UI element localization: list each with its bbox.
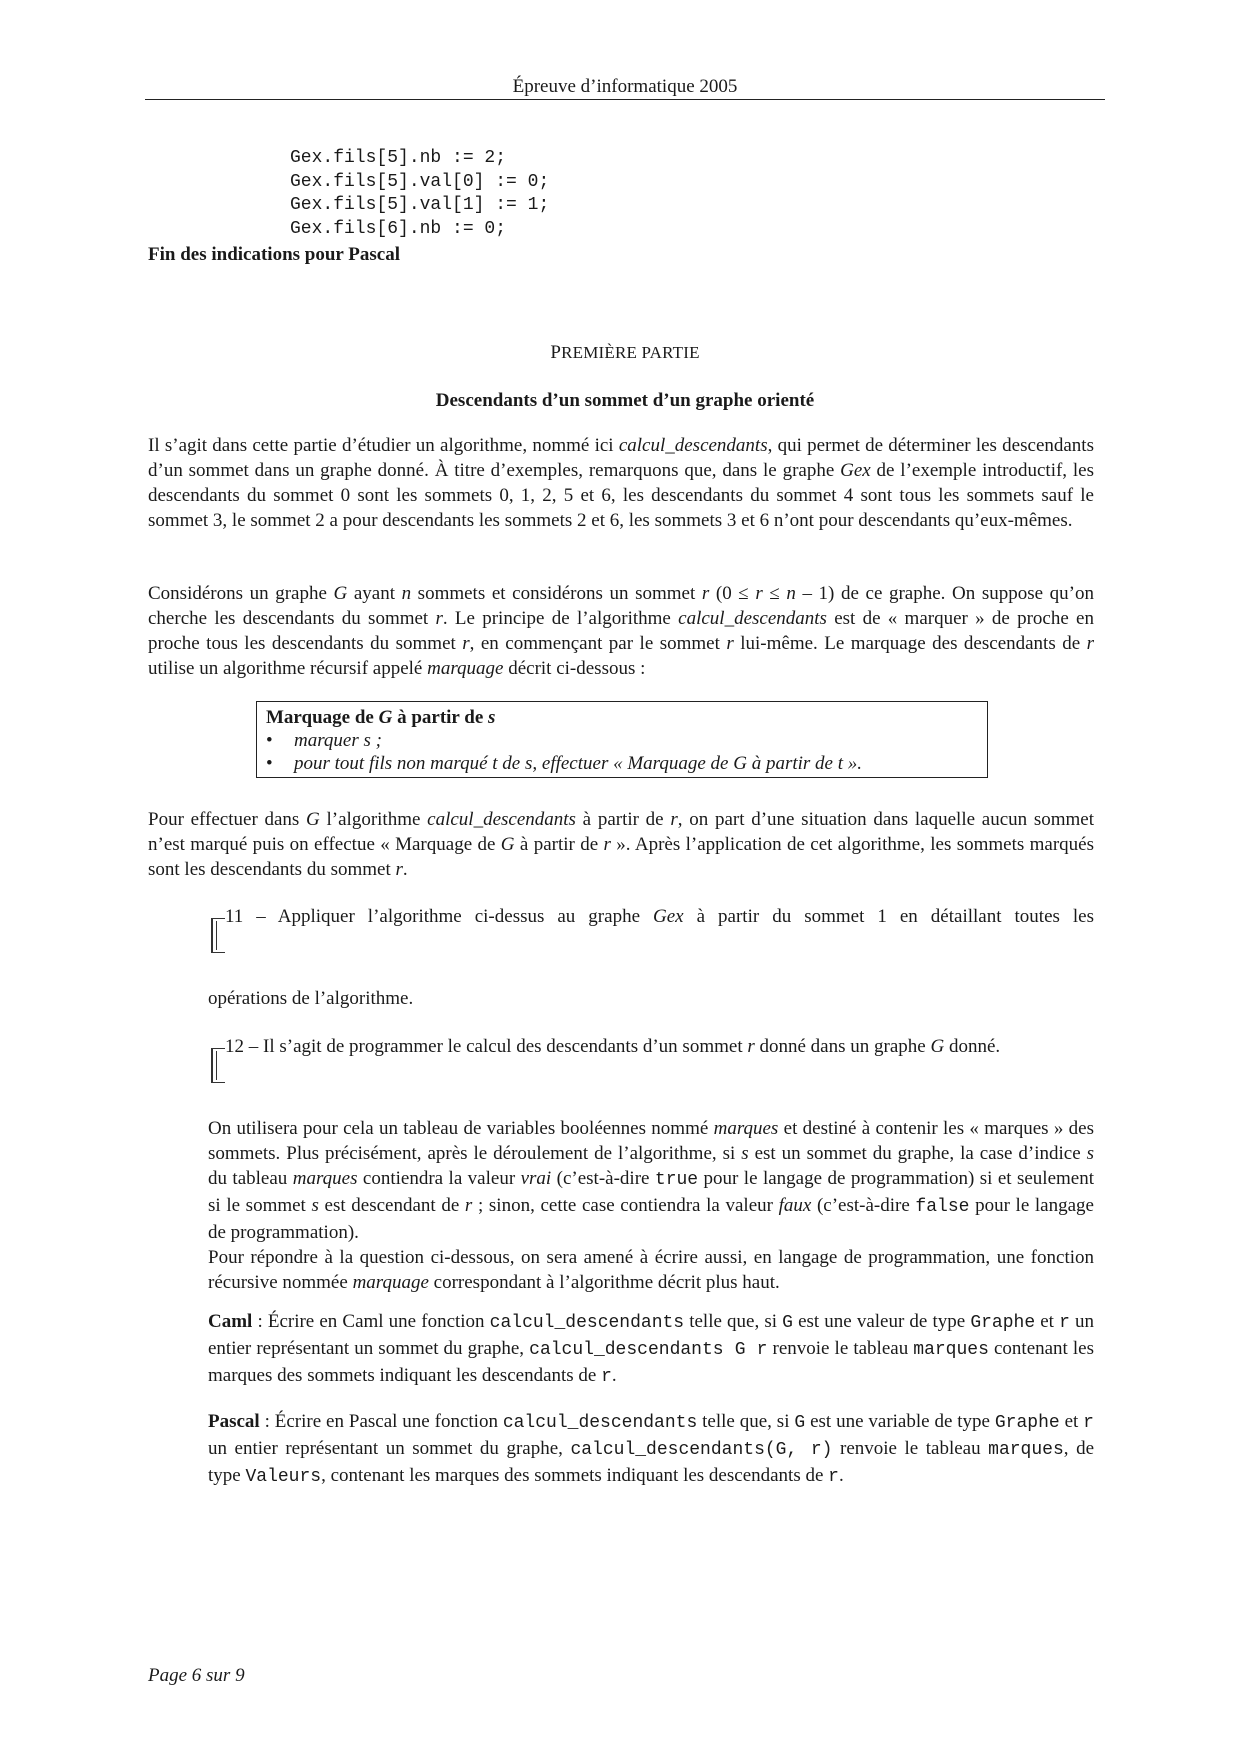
page-header: Épreuve d’informatique 2005	[512, 76, 738, 97]
paragraph-intro: Il s’agit dans cette partie d’étudier un algorithme, nommé ici calcul_descendants, qui permet de déterminer les descendants d’un sommet dans un graphe donné. À titre d’exemples, remarquons que, dans le graphe Gex de l’exemple introductif, les descendants du sommet 0 sont les sommets 0, 1, 2, 5 et 6, les descendants du sommet 4 sont tous les sommets sauf le sommet 3, le sommet 2 a pour descendants les sommets 2 et 6, les sommets 3 et 6 n’ont pour descendants qu’eux-mêmes.	[148, 435, 1094, 531]
paragraph-procedure: Pour effectuer dans G l’algorithme calcul_descendants à partir de r, on part d’une situation dans laquelle aucun sommet n’est marqué puis on effectue « Marquage de G à partir de r ». Après l’application de cet algorithme, les sommets marqués sont les descendants du sommet r.	[148, 809, 1095, 880]
part-label-initial: P	[550, 342, 562, 363]
question-11-continued: opérations de l’algorithme.	[208, 988, 414, 1009]
bullet-icon: •	[266, 753, 273, 774]
code-line: Gex.fils[5].val[1] := 1;	[290, 195, 550, 215]
page-number: Page 6 sur 9	[148, 1665, 245, 1686]
caml-question: Caml : Écrire en Caml une fonction calcul_descendants telle que, si G est une valeur de type Graphe et r un entier représentant un sommet du graphe, calcul_descendants G r renvoie le tableau marques contenant les marques des sommets indiquant les descendants de r.	[208, 1311, 1095, 1387]
part-label-rest: REMIÈRE PARTIE	[561, 343, 700, 362]
section-title: Descendants d’un sommet d’un graphe orienté	[435, 390, 815, 411]
end-pascal-notes: Fin des indications pour Pascal	[148, 244, 400, 265]
pascal-question: Pascal : Écrire en Pascal une fonction calcul_descendants telle que, si G est une variable de type Graphe et r un entier représentant un sommet du graphe, calcul_descendants(G, r) renvoie le tableau marques, de type Valeurs, contenant les marques des sommets indiquant les descendants de r.	[208, 1411, 1094, 1487]
code-line: Gex.fils[5].val[0] := 0;	[290, 171, 550, 192]
algorithm-step: • pour tout fils non marqué t de s, effectuer « Marquage de G à partir de t ».	[266, 753, 863, 774]
code-line: Gex.fils[6].nb := 0;	[290, 218, 507, 239]
algorithm-title: Marquage de G à partir de s	[266, 707, 496, 728]
paragraph-principle: Considérons un graphe G ayant n sommets et considérons un sommet r (0 ≤ r ≤ n – 1) de ce graphe. On suppose qu’on cherche les descendants du sommet r. Le principe de l’algorithme calcul_descendants est de « marquer » de proche en proche tous les descendants du sommet r, en commençant par le sommet r lui-même. Le marquage des descendants de r utilise un algorithme récursif appelé marquage décrit ci-dessous :	[148, 583, 1095, 679]
part-label	[145, 340, 1105, 365]
algorithm-box	[256, 701, 988, 778]
question-12: 12 – Il s’agit de programmer le calcul des descendants d’un sommet r donné dans un graphe G donné.	[225, 1036, 1001, 1057]
algorithm-step: • marquer s ;	[266, 730, 382, 751]
header-rule	[145, 99, 1105, 100]
code-line: Gex.fils[5].nb := 2;	[290, 148, 507, 168]
bullet-icon: •	[266, 730, 273, 751]
question-bracket-icon	[211, 918, 225, 953]
paragraph-marks: On utilisera pour cela un tableau de variables booléennes nommé marques et destiné à contenir les « marques » des sommets. Plus précisément, après le déroulement de l’algorithme, si s est un sommet du graphe, la case d’indice s du tableau marques contiendra la valeur vrai (c’est-à-dire true pour le langage de programmation) si et seulement si le sommet s est descendant de r ; sinon, cette case contiendra la valeur faux (c’est-à-dire false pour le langage de programmation). Pour répondre à la question ci-dessous, on sera amené à écrire aussi, en langage de programmation, une fonction récursive nommée marquage correspondant à l’algorithme décrit plus haut.	[208, 1118, 1094, 1293]
question-bracket-icon	[211, 1048, 225, 1083]
question-11: 11 – Appliquer l’algorithme ci-dessus au graphe Gex à partir du sommet 1 en détaillant toutes les	[225, 906, 1095, 927]
code-block	[290, 147, 549, 241]
